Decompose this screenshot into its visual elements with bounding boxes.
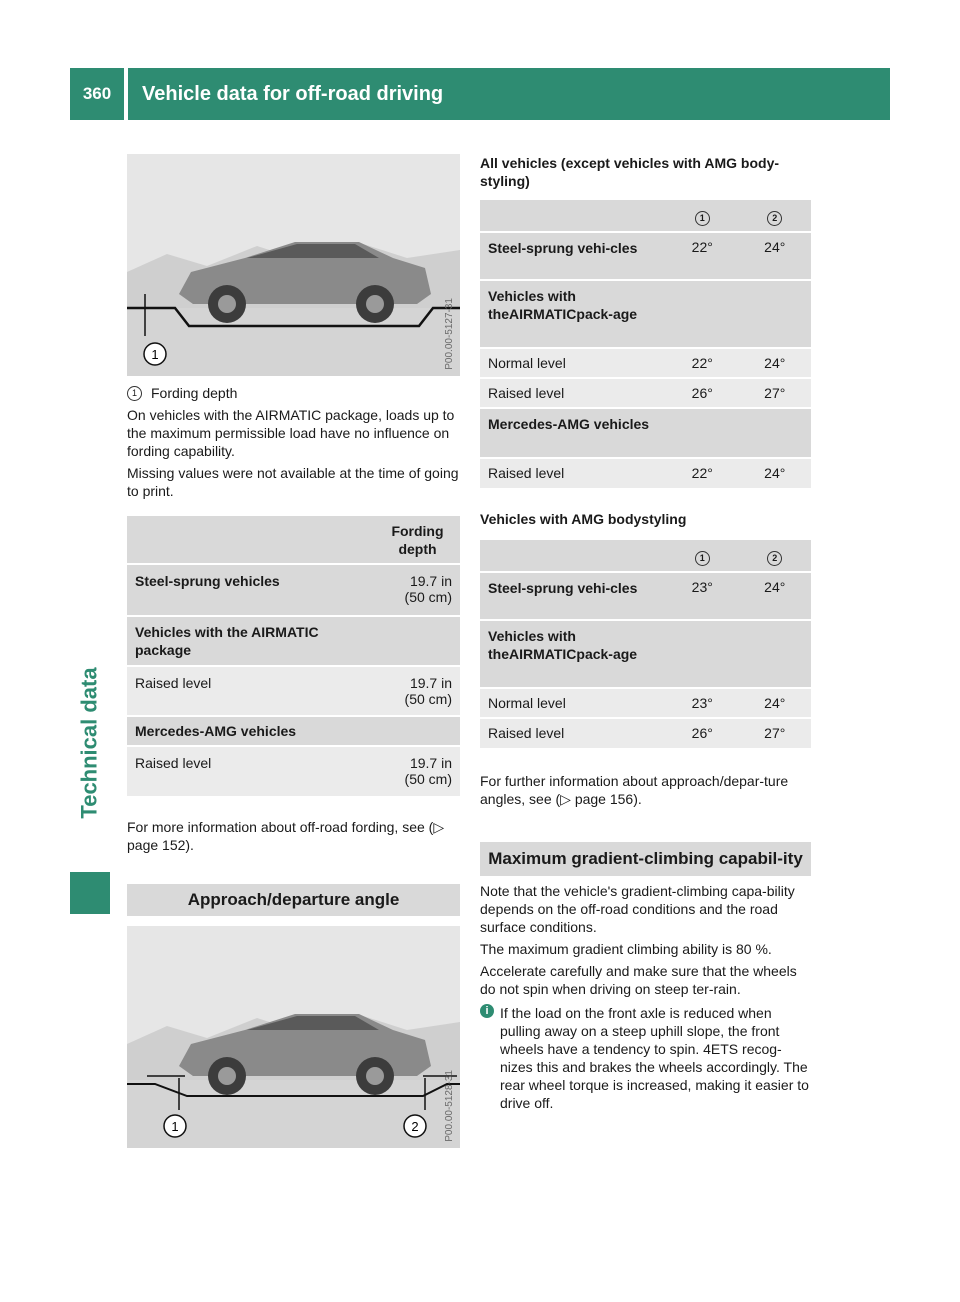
page-title: Vehicle data for off-road driving: [128, 68, 890, 120]
table-cell-value: 24°: [739, 458, 812, 488]
table-cell-value: 27°: [739, 718, 812, 748]
table-cell-value: [375, 716, 460, 746]
table-cell-value: 26°: [666, 718, 739, 748]
approach-angle-table-all: [480, 200, 811, 488]
table-cell-value: [666, 408, 739, 458]
table-cell-label: Mercedes-AMG vehicles: [127, 716, 375, 746]
table-cell-label: Raised level: [480, 378, 666, 408]
section-heading-approach: Approach/departure angle: [127, 884, 460, 916]
table-cell-label: Steel-sprung vehi-cles: [480, 232, 666, 280]
table-cell-value: 19.7 in (50 cm): [375, 564, 460, 616]
further-info: For further information about approach/depar-ture angles, see (▷ page 156).: [480, 773, 789, 807]
approach-angle-table-amg: [480, 540, 811, 748]
info-note-text: If the load on the front axle is reduced when pulling away on a steep uphill slope, the front wheels have a tendency to spin. 4ETS recog-nizes this and brakes the wheels accordingly. The rear wheel torque is increased, making it easier to drive off.: [500, 1005, 809, 1111]
suv-approach-illustration: [127, 926, 460, 1148]
table-cell-value: [375, 616, 460, 666]
table-cell-value: [666, 620, 739, 688]
left-column: [127, 154, 460, 1148]
table-cell-label: Vehicles with theAIRMATICpack-age: [480, 280, 666, 348]
table-cell-value: 24°: [739, 688, 812, 718]
table-cell-value: 22°: [666, 348, 739, 378]
paragraph: Missing values were not available at the time of going to print.: [127, 465, 459, 499]
table-header-fording-depth: Fording depth: [375, 516, 460, 564]
table-cell-label: Raised level: [127, 666, 375, 716]
table-cell-label: Mercedes-AMG vehicles: [480, 408, 666, 458]
table-cell-label: Steel-sprung vehicles: [127, 564, 375, 616]
table-cell-label: Raised level: [480, 458, 666, 488]
subheading-all-vehicles: All vehicles (except vehicles with AMG body-styling): [480, 155, 780, 189]
figure-code: P00.00-5127-31: [444, 298, 455, 370]
approach-angle-figure: [127, 926, 460, 1148]
paragraph: Note that the vehicle's gradient-climbing capa-bility depends on the off-road conditions and the road surface conditions.: [480, 883, 795, 935]
side-section-label-text: Technical data: [77, 667, 103, 819]
table-cell-value: 24°: [739, 572, 812, 620]
fording-more-info: For more information about off-road fording, see (▷ page 152).: [127, 819, 445, 853]
table-cell-value: 19.7 in (50 cm): [375, 746, 460, 796]
table-cell-value: 22°: [666, 458, 739, 488]
figure-code: P00.00-5128-31: [444, 1070, 455, 1142]
table-cell-label: Normal level: [480, 688, 666, 718]
callout-2-text: 2: [411, 1119, 419, 1134]
callout-1-marker: 1: [127, 386, 142, 401]
paragraph: The maximum gradient climbing ability is 80 %.: [480, 941, 772, 957]
table-cell-value: 22°: [666, 232, 739, 280]
suv-fording-illustration: [127, 154, 460, 376]
table-cell-value: 23°: [666, 572, 739, 620]
table-cell-value: 24°: [739, 232, 812, 280]
info-note: [480, 1004, 811, 1112]
subheading-amg-bodystyling: Vehicles with AMG bodystyling: [480, 511, 687, 527]
caption-text: Fording depth: [151, 385, 238, 401]
col-marker-1: 1: [695, 551, 710, 566]
callout-1-text: 1: [171, 1119, 179, 1134]
section-heading-gradient: Maximum gradient-climbing capabil-ity: [480, 842, 811, 876]
paragraph: Accelerate carefully and make sure that the wheels do not spin when driving on steep ter-rain.: [480, 963, 797, 997]
table-cell-value: 24°: [739, 348, 812, 378]
side-section-label: [70, 622, 110, 864]
table-cell-value: 23°: [666, 688, 739, 718]
col-marker-2: 2: [767, 211, 782, 226]
table-cell-value: 19.7 in (50 cm): [375, 666, 460, 716]
info-icon: i: [480, 1004, 494, 1018]
fording-depth-figure: [127, 154, 460, 376]
figure-caption: [127, 384, 460, 402]
table-cell-value: [739, 280, 812, 348]
table-cell-value: [739, 620, 812, 688]
col-marker-2: 2: [767, 551, 782, 566]
col-marker-1: 1: [695, 211, 710, 226]
table-cell-label: Vehicles with the AIRMATIC package: [127, 616, 375, 666]
table-cell-value: 27°: [739, 378, 812, 408]
right-column: [480, 154, 811, 1112]
table-cell-value: [739, 408, 812, 458]
side-tab-marker: [70, 872, 110, 914]
table-cell-label: Normal level: [480, 348, 666, 378]
table-cell-value: [666, 280, 739, 348]
table-cell-label: Steel-sprung vehi-cles: [480, 572, 666, 620]
table-cell-label: Vehicles with theAIRMATICpack-age: [480, 620, 666, 688]
callout-1-text: 1: [151, 347, 159, 362]
table-cell-label: Raised level: [127, 746, 375, 796]
table-cell-value: 26°: [666, 378, 739, 408]
table-cell-label: Raised level: [480, 718, 666, 748]
fording-depth-table: [127, 516, 460, 796]
paragraph: On vehicles with the AIRMATIC package, loads up to the maximum permissible load have no influence on fording capability.: [127, 407, 455, 459]
page-number: 360: [70, 68, 124, 120]
